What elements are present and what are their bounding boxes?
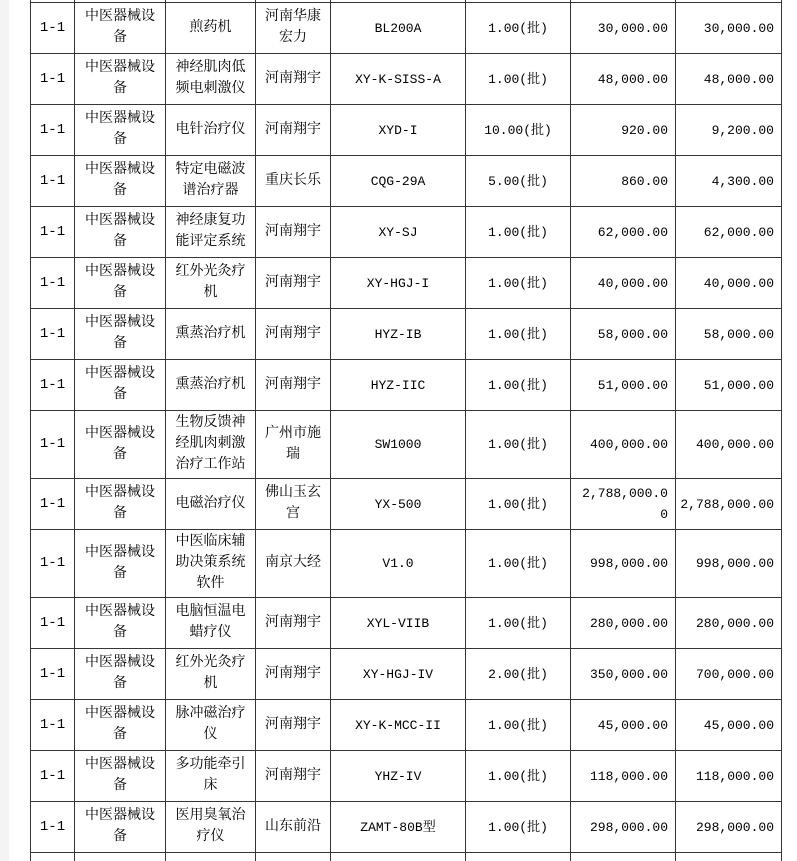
cell-category: 中医器械设备 bbox=[75, 258, 166, 309]
cell-supplier: 山东前沿 bbox=[256, 802, 331, 853]
cell-item-name: 电针治疗仪 bbox=[166, 105, 256, 156]
cell-total-price: 2,788,000.00 bbox=[676, 479, 782, 530]
left-gutter bbox=[0, 0, 9, 861]
cell-total-price: 700,000.00 bbox=[676, 649, 782, 700]
cell-category: 中医器械设备 bbox=[75, 411, 166, 479]
cell-item-name: 多功能牵引床 bbox=[166, 751, 256, 802]
cell-total-price: 280,000.00 bbox=[676, 598, 782, 649]
cell-quantity: 1.00(批) bbox=[466, 598, 571, 649]
cell-category: 中医器械设备 bbox=[75, 54, 166, 105]
cell-item-name: 神经肌肉低频电刺激仪 bbox=[166, 54, 256, 105]
cell-seq: 1-1 bbox=[31, 258, 75, 309]
cell-seq: 1-1 bbox=[31, 700, 75, 751]
cell-item-name: 特定电磁波谱治疗器 bbox=[166, 156, 256, 207]
spacer-row-bottom bbox=[31, 853, 782, 861]
cell-item-name: 熏蒸治疗机 bbox=[166, 360, 256, 411]
cell-total-price: 48,000.00 bbox=[676, 54, 782, 105]
cell-seq: 1-1 bbox=[31, 207, 75, 258]
cell-model: HYZ-IB bbox=[331, 309, 466, 360]
cell-total-price: 40,000.00 bbox=[676, 258, 782, 309]
cell-seq: 1-1 bbox=[31, 479, 75, 530]
cell-quantity: 1.00(批) bbox=[466, 700, 571, 751]
table-row bbox=[31, 156, 782, 207]
table-row bbox=[31, 751, 782, 802]
cell-quantity: 5.00(批) bbox=[466, 156, 571, 207]
cell-seq: 1-1 bbox=[31, 802, 75, 853]
cell-unit-price: 920.00 bbox=[571, 105, 676, 156]
cell-supplier: 河南翔宇 bbox=[256, 700, 331, 751]
cell-unit-price: 118,000.00 bbox=[571, 751, 676, 802]
cell-model: HYZ-IIC bbox=[331, 360, 466, 411]
cell-total-price: 998,000.00 bbox=[676, 530, 782, 598]
cell-item-name: 红外光灸疗机 bbox=[166, 649, 256, 700]
table-row bbox=[31, 105, 782, 156]
cell-supplier: 河南翔宇 bbox=[256, 751, 331, 802]
cell-item-name: 熏蒸治疗机 bbox=[166, 309, 256, 360]
table-row bbox=[31, 598, 782, 649]
cell-seq: 1-1 bbox=[31, 54, 75, 105]
cell-category: 中医器械设备 bbox=[75, 649, 166, 700]
cell-seq: 1-1 bbox=[31, 105, 75, 156]
cell-total-price: 30,000.00 bbox=[676, 3, 782, 54]
cell-total-price: 400,000.00 bbox=[676, 411, 782, 479]
cell-item-name: 电磁治疗仪 bbox=[166, 479, 256, 530]
table-row bbox=[31, 360, 782, 411]
cell-quantity: 1.00(批) bbox=[466, 3, 571, 54]
cell-unit-price: 400,000.00 bbox=[571, 411, 676, 479]
cell-unit-price: 30,000.00 bbox=[571, 3, 676, 54]
cell-model: YX-500 bbox=[331, 479, 466, 530]
cell-item-name: 神经康复功能评定系统 bbox=[166, 207, 256, 258]
cell-unit-price: 40,000.00 bbox=[571, 258, 676, 309]
table-row bbox=[31, 479, 782, 530]
cell-item-name: 煎药机 bbox=[166, 3, 256, 54]
cell-category: 中医器械设备 bbox=[75, 802, 166, 853]
cell-unit-price: 998,000.00 bbox=[571, 530, 676, 598]
table-row bbox=[31, 309, 782, 360]
cell-supplier: 河南翔宇 bbox=[256, 54, 331, 105]
cell-item-name: 电脑恒温电蜡疗仪 bbox=[166, 598, 256, 649]
cell-model: XY-HGJ-I bbox=[331, 258, 466, 309]
cell-total-price: 51,000.00 bbox=[676, 360, 782, 411]
cell-category: 中医器械设备 bbox=[75, 530, 166, 598]
cell-model: XY-K-MCC-II bbox=[331, 700, 466, 751]
table-row bbox=[31, 411, 782, 479]
cell-quantity: 1.00(批) bbox=[466, 411, 571, 479]
cell-unit-price: 58,000.00 bbox=[571, 309, 676, 360]
cell-quantity: 10.00(批) bbox=[466, 105, 571, 156]
table-row bbox=[31, 54, 782, 105]
cell-model: CQG-29A bbox=[331, 156, 466, 207]
cell-supplier: 河南翔宇 bbox=[256, 309, 331, 360]
cell-supplier: 河南翔宇 bbox=[256, 105, 331, 156]
cell-supplier: 重庆长乐 bbox=[256, 156, 331, 207]
cell-total-price: 62,000.00 bbox=[676, 207, 782, 258]
cell-model: SW1000 bbox=[331, 411, 466, 479]
cell-supplier: 河南翔宇 bbox=[256, 258, 331, 309]
table-row bbox=[31, 802, 782, 853]
procurement-table bbox=[30, 0, 782, 861]
cell-unit-price: 280,000.00 bbox=[571, 598, 676, 649]
cell-seq: 1-1 bbox=[31, 3, 75, 54]
cell-item-name: 红外光灸疗机 bbox=[166, 258, 256, 309]
cell-total-price: 45,000.00 bbox=[676, 700, 782, 751]
cell-total-price: 298,000.00 bbox=[676, 802, 782, 853]
cell-total-price: 4,300.00 bbox=[676, 156, 782, 207]
cell-category: 中医器械设备 bbox=[75, 598, 166, 649]
cell-quantity: 1.00(批) bbox=[466, 751, 571, 802]
table-body bbox=[31, 3, 782, 853]
cell-quantity: 1.00(批) bbox=[466, 309, 571, 360]
cell-item-name: 中医临床辅助决策系统软件 bbox=[166, 530, 256, 598]
cell-model: XY-K-SISS-A bbox=[331, 54, 466, 105]
cell-supplier: 河南华康宏力 bbox=[256, 3, 331, 54]
cell-quantity: 1.00(批) bbox=[466, 207, 571, 258]
cell-seq: 1-1 bbox=[31, 309, 75, 360]
table-row bbox=[31, 3, 782, 54]
cell-seq: 1-1 bbox=[31, 156, 75, 207]
cell-category: 中医器械设备 bbox=[75, 3, 166, 54]
cell-category: 中医器械设备 bbox=[75, 156, 166, 207]
cell-category: 中医器械设备 bbox=[75, 360, 166, 411]
cell-unit-price: 2,788,000.00 bbox=[571, 479, 676, 530]
cell-unit-price: 51,000.00 bbox=[571, 360, 676, 411]
cell-category: 中医器械设备 bbox=[75, 207, 166, 258]
cell-model: ZAMT-80B型 bbox=[331, 802, 466, 853]
cell-model: XYL-VIIB bbox=[331, 598, 466, 649]
table-row bbox=[31, 207, 782, 258]
cell-supplier: 河南翔宇 bbox=[256, 598, 331, 649]
cell-supplier: 河南翔宇 bbox=[256, 649, 331, 700]
table-row bbox=[31, 649, 782, 700]
cell-category: 中医器械设备 bbox=[75, 105, 166, 156]
cell-item-name: 生物反馈神经肌肉刺激治疗工作站 bbox=[166, 411, 256, 479]
cell-unit-price: 62,000.00 bbox=[571, 207, 676, 258]
cell-quantity: 1.00(批) bbox=[466, 530, 571, 598]
cell-model: V1.0 bbox=[331, 530, 466, 598]
cell-seq: 1-1 bbox=[31, 530, 75, 598]
cell-item-name: 脉冲磁治疗仪 bbox=[166, 700, 256, 751]
cell-model: BL200A bbox=[331, 3, 466, 54]
cell-quantity: 1.00(批) bbox=[466, 258, 571, 309]
cell-category: 中医器械设备 bbox=[75, 751, 166, 802]
cell-quantity: 1.00(批) bbox=[466, 54, 571, 105]
cell-supplier: 河南翔宇 bbox=[256, 360, 331, 411]
cell-model: XY-HGJ-IV bbox=[331, 649, 466, 700]
cell-quantity: 2.00(批) bbox=[466, 649, 571, 700]
cell-category: 中医器械设备 bbox=[75, 700, 166, 751]
table-row bbox=[31, 530, 782, 598]
cell-total-price: 9,200.00 bbox=[676, 105, 782, 156]
cell-unit-price: 45,000.00 bbox=[571, 700, 676, 751]
cell-model: XYD-I bbox=[331, 105, 466, 156]
cell-unit-price: 48,000.00 bbox=[571, 54, 676, 105]
cell-quantity: 1.00(批) bbox=[466, 360, 571, 411]
cell-supplier: 河南翔宇 bbox=[256, 207, 331, 258]
cell-total-price: 118,000.00 bbox=[676, 751, 782, 802]
cell-total-price: 58,000.00 bbox=[676, 309, 782, 360]
cell-unit-price: 860.00 bbox=[571, 156, 676, 207]
cell-seq: 1-1 bbox=[31, 360, 75, 411]
table-row bbox=[31, 700, 782, 751]
cell-seq: 1-1 bbox=[31, 751, 75, 802]
cell-quantity: 1.00(批) bbox=[466, 479, 571, 530]
cell-unit-price: 350,000.00 bbox=[571, 649, 676, 700]
table-row bbox=[31, 258, 782, 309]
cell-seq: 1-1 bbox=[31, 411, 75, 479]
cell-item-name: 医用臭氧治疗仪 bbox=[166, 802, 256, 853]
cell-category: 中医器械设备 bbox=[75, 479, 166, 530]
cell-unit-price: 298,000.00 bbox=[571, 802, 676, 853]
cell-supplier: 佛山玉玄宫 bbox=[256, 479, 331, 530]
cell-model: YHZ-IV bbox=[331, 751, 466, 802]
cell-seq: 1-1 bbox=[31, 598, 75, 649]
cell-model: XY-SJ bbox=[331, 207, 466, 258]
cell-seq: 1-1 bbox=[31, 649, 75, 700]
cell-supplier: 广州市施瑞 bbox=[256, 411, 331, 479]
cell-category: 中医器械设备 bbox=[75, 309, 166, 360]
cell-supplier: 南京大经 bbox=[256, 530, 331, 598]
cell-quantity: 1.00(批) bbox=[466, 802, 571, 853]
